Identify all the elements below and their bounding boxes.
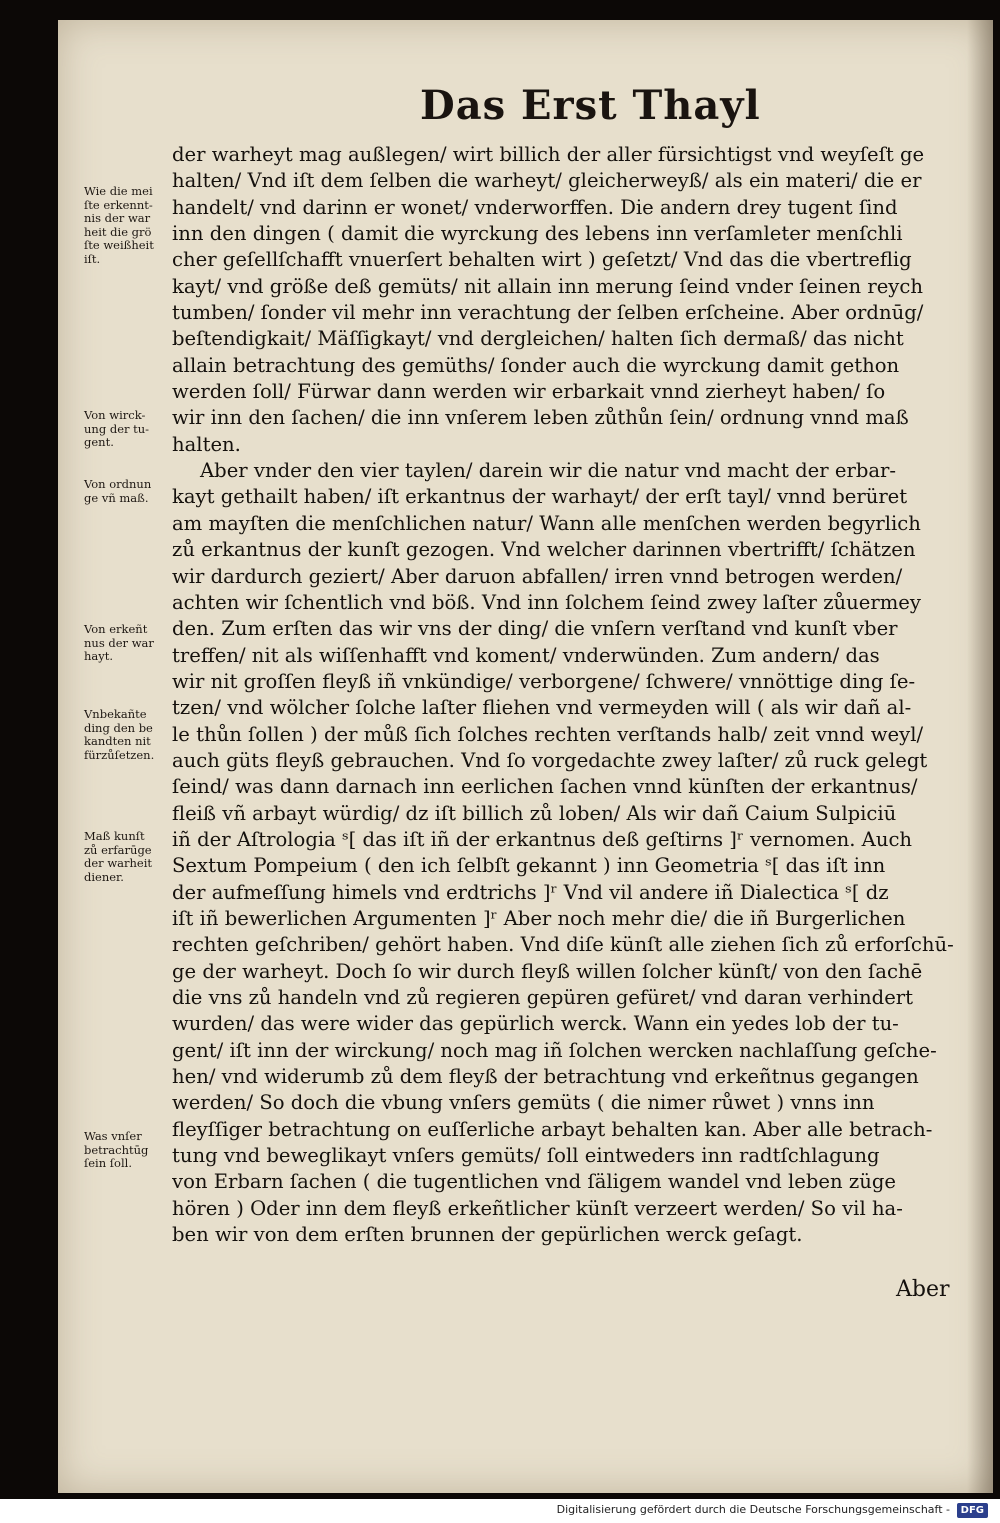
- text-line: iſt iñ bewerlichen Argumenten ]ʳ Aber noch mehr die/ die iñ Burgerlichen: [172, 906, 906, 930]
- text-line: ge der warheyt. Doch ſo wir durch fleyß willen ſolcher künſt/ von den ſachē: [172, 959, 923, 983]
- dfg-logo-icon: DFG: [957, 1503, 988, 1518]
- text-line: gent/ iſt inn der wirckung/ noch mag iñ ſolchen wercken nachlaſſung geſche-: [172, 1038, 937, 1062]
- text-line: inn den dingen ( damit die wyrckung des lebens inn verſamleter menſchli: [172, 222, 903, 246]
- text-line: ſeind/ was dann darnach inn eerlichen ſachen vnnd künſten der erkantnus/: [172, 775, 918, 799]
- text-line: wurden/ das were wider das gepürlich werck. Wann ein yedes lob der tu-: [172, 1012, 899, 1036]
- text-line: wir nit groſſen fleyß iñ vnkündige/ verborgene/ ſchwere/ vnnöttige ding ſe-: [172, 669, 916, 693]
- margin-note: Wie die mei ſte erkennt- nis der war heit die grö ſte weißheit iſt.: [84, 184, 154, 266]
- text-line: Aber vnder den vier taylen/ darein wir die natur vnd macht der erbar-: [200, 459, 897, 483]
- text-line: wir dardurch geziert/ Aber daruon abfallen/ irren vnnd betrogen werden/: [172, 564, 903, 588]
- text-line: am mayſten die menſchlichen natur/ Wann alle menſchen werden begyrlich: [172, 511, 921, 535]
- margin-note: Von ordnun ge vñ maß.: [84, 477, 152, 505]
- text-line: halten/ Vnd iſt dem ſelben die warheyt/ gleicherweyß/ als ein materi/ die er: [172, 169, 922, 193]
- text-line: kayt/ vnd größe deß gemüts/ nit allain inn merung ſeind vnder ſeinen reych: [172, 274, 923, 298]
- text-line: allain betrachtung des gemüths/ ſonder auch die wyrckung damit gethon: [172, 353, 900, 377]
- text-line: werden ſoll/ Fürwar dann werden wir erbarkait vnnd zierheyt haben/ ſo: [172, 380, 886, 404]
- margin-note: Maß kunſt zů erfarūge der warheit diener.: [84, 829, 153, 884]
- running-head: Das Erst Thayl: [420, 82, 761, 129]
- text-line: von Erbarn ſachen ( die tugentlichen vnd ſäligem wandel vnd leben züge: [172, 1170, 896, 1194]
- text-line: handelt/ vnd darinn er wonet/ vnderworffen. Die andern drey tugent ſind: [172, 195, 898, 219]
- text-line: ben wir von dem erſten brunnen der gepürlichen werck geſagt.: [172, 1223, 803, 1247]
- margin-note: Vnbekañte ding den be kandten nit fürzůſetzen.: [84, 707, 155, 762]
- body-text: [172, 142, 962, 1248]
- text-line: kayt gethailt haben/ iſt erkantnus der warhayt/ der erſt tayl/ vnnd berüret: [172, 485, 908, 509]
- text-line: iñ der Aſtrologia ˢ[ das iſt iñ der erkantnus deß geſtirns ]ʳ vernomen. Auch: [172, 827, 913, 851]
- footer-bar: [0, 1499, 1000, 1523]
- funding-credit: Digitalisierung gefördert durch die Deutsche Forschungsgemeinschaft -: [556, 1503, 950, 1516]
- text-line: hören ) Oder inn dem fleyß erkeñtlicher künſt verzeert werden/ So vil ha-: [172, 1196, 903, 1220]
- text-line: die vns zů handeln vnd zů regieren gepüren gefüret/ vnd daran verhindert: [172, 986, 914, 1009]
- margin-note: Was vnſer betrachtūg ſein ſoll.: [84, 1129, 149, 1170]
- text-line: hen/ vnd widerumb zů dem fleyß der betrachtung vnd erkeñtnus gegangen: [172, 1065, 919, 1089]
- text-line: auch güts fleyß gebrauchen. Vnd ſo vorgedachte zwey laſter/ zů ruck gelegt: [172, 748, 928, 772]
- text-line: cher geſellſchafft vnuerſert behalten wirt ) geſetzt/ Vnd das die vbertreflig: [172, 248, 912, 272]
- text-line: fleyſſiger betrachtung on euſſerliche arbayt behalten kan. Aber alle betrach-: [172, 1117, 933, 1141]
- text-line: achten wir ſchentlich vnd böß. Vnd inn ſolchem ſeind zwey laſter zůuermey: [172, 590, 921, 614]
- text-line: tzen/ vnd wölcher ſolche laſter fliehen vnd vermeyden will ( als wir dañ al-: [172, 696, 912, 720]
- text-line: rechten geſchriben/ gehört haben. Vnd diſe künſt alle ziehen ſich zů erforſchū-: [172, 933, 954, 957]
- text-line: le thůn ſollen ) der můß ſich ſolches rechten verſtands halb/ zeit vnnd weyl/: [172, 722, 924, 746]
- text-line: tumben/ ſonder vil mehr inn verachtung der ſelben erſcheine. Aber ordnūg/: [172, 301, 924, 325]
- text-line: treffen/ nit als wiſſenhafft vnd koment/ vnderwünden. Zum andern/ das: [172, 643, 880, 667]
- text-line: halten.: [172, 432, 241, 456]
- book-page: [58, 20, 993, 1493]
- text-line: der warheyt mag außlegen/ wirt billich der aller fürsichtigst vnd weyſeſt ge: [172, 143, 925, 166]
- text-line: tung vnd beweglikayt vnſers gemüts/ ſoll eintweders inn radtſchlagung: [172, 1144, 880, 1168]
- text-line: zů erkantnus der kunſt gezogen. Vnd welcher darinnen vbertrifft/ ſchätzen: [172, 538, 916, 562]
- margin-note: Von erkeñt nus der war hayt.: [84, 622, 154, 663]
- text-line: den. Zum erſten das wir vns der ding/ die vnſern verſtand vnd kunſt vber: [172, 617, 898, 641]
- text-line: Sextum Pompeium ( den ich ſelbſt gekannt ) inn Geometria ˢ[ das iſt inn: [172, 854, 886, 878]
- catchword: Aber: [896, 1277, 950, 1302]
- text-line: wir inn den ſachen/ die inn vnſerem leben zůthůn ſein/ ordnung vnnd maß: [172, 406, 909, 430]
- margin-note: Von wirck- ung der tu- gent.: [84, 408, 150, 449]
- text-line: der aufmeſſung himels vnd erdtrichs ]ʳ Vnd vil andere iñ Dialectica ˢ[ dz: [172, 880, 889, 904]
- page-edge-shade: [967, 20, 993, 1493]
- text-line: werden/ So doch die vbung vnſers gemüts ( die nimer růwet ) vnns inn: [172, 1091, 875, 1115]
- text-line: fleiß vñ arbayt würdig/ dz iſt billich zů loben/ Als wir dañ Caium Sulpiciū: [172, 801, 897, 825]
- text-line: beſtendigkait/ Mäſſigkayt/ vnd dergleichen/ halten ſich dermaß/ das nicht: [172, 327, 904, 351]
